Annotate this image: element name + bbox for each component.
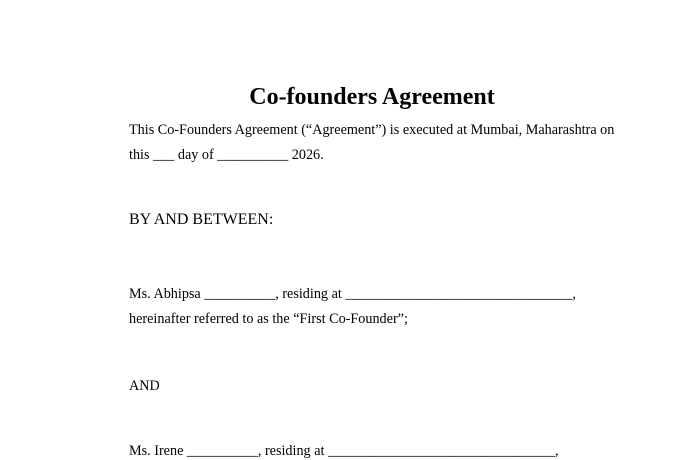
party-1-line-2: hereinafter referred to as the “First Co-Founder”; <box>129 311 408 327</box>
document-title: Co-founders Agreement <box>249 84 495 110</box>
parties-heading: BY AND BETWEEN: <box>129 211 274 228</box>
intro-line-1: This Co-Founders Agreement (“Agreement”) is executed at Mumbai, Maharashtra on <box>129 122 615 138</box>
party-2-line-1: Ms. Irene __________, residing at ________________________________, <box>129 443 559 459</box>
party-1-line-1: Ms. Abhipsa __________, residing at ________________________________, <box>129 286 576 302</box>
intro-line-2: this ___ day of __________ 2026. <box>129 147 324 163</box>
conjunction-and: AND <box>129 378 160 394</box>
